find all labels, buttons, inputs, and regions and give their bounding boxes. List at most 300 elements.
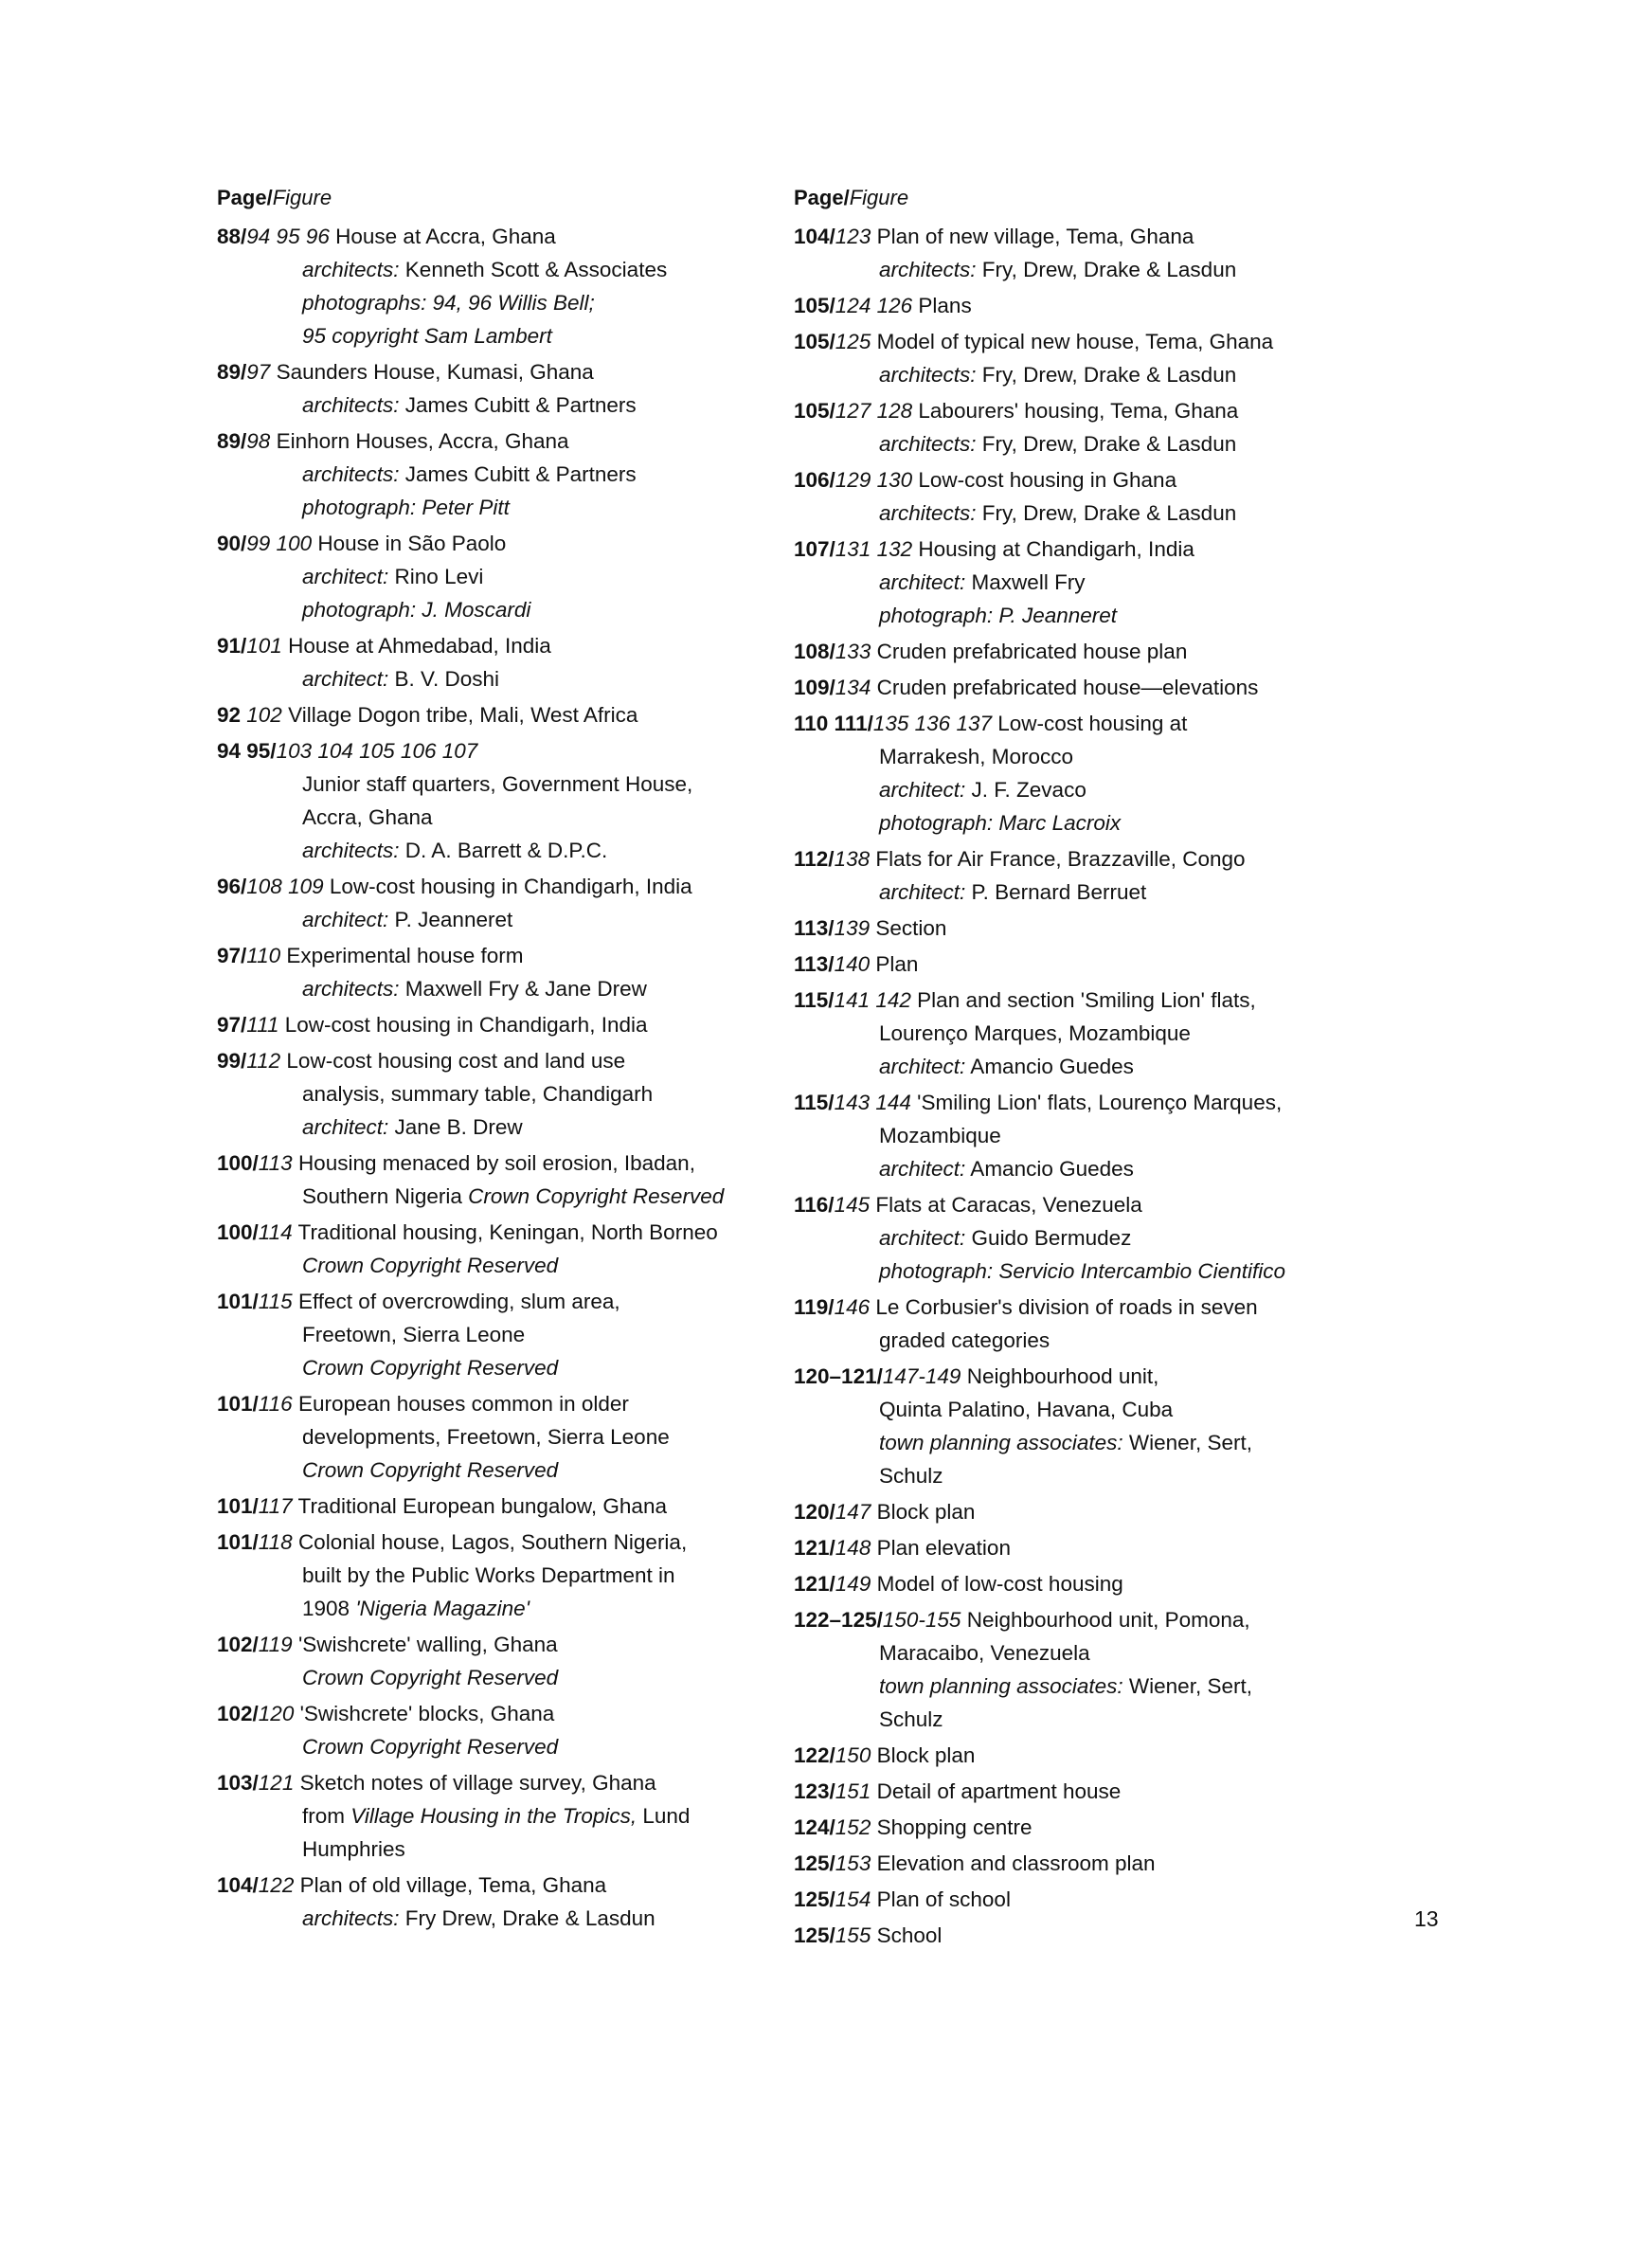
- entry-text: Plan elevation: [876, 1536, 1011, 1560]
- index-entry: [794, 1811, 1400, 1844]
- entry-text: P. Bernard Berruet: [965, 880, 1147, 904]
- entry-text: Lund: [637, 1804, 691, 1828]
- entry-line: [794, 1603, 1400, 1636]
- entry-line: [794, 394, 1400, 427]
- index-entry: [217, 1869, 785, 1935]
- entry-text: Experimental house form: [286, 944, 524, 967]
- entry-text: architect:: [879, 570, 966, 594]
- entry-line: [217, 458, 785, 491]
- figure-ref: 99 100: [246, 532, 313, 555]
- figure-ref: 155: [835, 1923, 871, 1947]
- entry-line: [794, 289, 1400, 322]
- entry-text: Low-cost housing at: [997, 712, 1188, 735]
- entry-text: photograph: Servicio Intercambio Cientifico: [879, 1259, 1285, 1283]
- entry-line: [217, 355, 785, 388]
- index-entry: [794, 912, 1400, 945]
- entry-text: Sketch notes of village survey, Ghana: [299, 1771, 656, 1795]
- entry-text: Labourers' housing, Tema, Ghana: [918, 399, 1239, 423]
- index-entry: [794, 1291, 1400, 1357]
- entry-line: [217, 1110, 785, 1144]
- entry-text: Low-cost housing in Ghana: [918, 468, 1177, 492]
- entry-text: D. A. Barrett & D.P.C.: [399, 839, 608, 862]
- entry-text: Housing at Chandigarh, India: [918, 537, 1194, 561]
- entry-line: [217, 1285, 785, 1318]
- entry-line: [794, 497, 1400, 530]
- entry-line: [217, 1216, 785, 1249]
- index-entry: [217, 1147, 785, 1213]
- index-entry: [794, 220, 1400, 286]
- page-ref: 104/: [794, 225, 835, 248]
- column-heading: [217, 184, 785, 212]
- figure-ref: 111: [246, 1013, 279, 1037]
- entry-line: [217, 1008, 785, 1041]
- entry-line: [217, 491, 785, 524]
- page-ref: 112/: [794, 847, 835, 871]
- entry-text: architect:: [879, 1226, 966, 1250]
- entry-line: [217, 1526, 785, 1559]
- entry-line: [794, 1086, 1400, 1119]
- entry-line: [794, 635, 1400, 668]
- page-ref: 113/: [794, 916, 835, 940]
- entry-line: [794, 599, 1400, 632]
- entry-line: [794, 1255, 1400, 1288]
- figure-ref: 147: [835, 1500, 871, 1524]
- entry-text: House at Accra, Ghana: [335, 225, 556, 248]
- entry-line: [794, 1324, 1400, 1357]
- entry-text: Cruden prefabricated house plan: [876, 640, 1188, 663]
- column-right: [794, 184, 1400, 1955]
- entry-text: Guido Bermudez: [965, 1226, 1132, 1250]
- entry-line: [217, 1592, 785, 1625]
- entry-text: Colonial house, Lagos, Southern Nigeria,: [297, 1530, 688, 1554]
- index-entry: [794, 1775, 1400, 1808]
- figure-ref: 94 95 96: [246, 225, 330, 248]
- page-ref: 120/: [794, 1500, 835, 1524]
- heading-page-label: Page/: [794, 186, 850, 209]
- figure-ref: 114: [258, 1220, 293, 1244]
- figure-ref: 140: [834, 952, 871, 976]
- index-entry: [217, 939, 785, 1005]
- entry-line: [794, 566, 1400, 599]
- entry-text: architect:: [879, 1157, 966, 1181]
- index-entry: [217, 1387, 785, 1487]
- entry-text: School: [876, 1923, 943, 1947]
- page-ref: 105/: [794, 399, 835, 423]
- page-ref: 89/: [217, 429, 247, 453]
- entry-text: Plan and section 'Smiling Lion' flats,: [917, 988, 1256, 1012]
- index-entry: [794, 707, 1400, 840]
- entry-line: [794, 427, 1400, 460]
- figure-ref: 120: [258, 1702, 295, 1725]
- entry-text: architects:: [879, 258, 977, 281]
- entry-line: [794, 671, 1400, 704]
- entry-line: [217, 1490, 785, 1523]
- entry-line: [794, 1459, 1400, 1492]
- entry-line: [217, 698, 785, 731]
- entry-line: [217, 220, 785, 253]
- entry-line: [217, 1147, 785, 1180]
- page-ref: 115/: [794, 1091, 835, 1114]
- entry-text: Section: [875, 916, 947, 940]
- figure-ref: 152: [835, 1815, 871, 1839]
- entry-line: [794, 253, 1400, 286]
- entry-text: Model of typical new house, Tema, Ghana: [876, 330, 1274, 353]
- index-entry: [217, 1044, 785, 1144]
- entry-text: Fry, Drew, Drake & Lasdun: [976, 363, 1237, 387]
- entry-text: architects:: [302, 462, 400, 486]
- entry-line: [217, 1559, 785, 1592]
- figure-ref: 134: [835, 676, 871, 699]
- figure-ref: 153: [835, 1851, 871, 1875]
- entry-line: [217, 388, 785, 422]
- entry-line: [217, 767, 785, 801]
- index-entry: [794, 1603, 1400, 1736]
- figure-ref: 131 132: [835, 537, 913, 561]
- figure-ref: 116: [258, 1392, 293, 1416]
- entry-text: James Cubitt & Partners: [399, 393, 637, 417]
- figure-ref: 122: [258, 1873, 295, 1897]
- entry-text: Crown Copyright Reserved: [302, 1458, 559, 1482]
- entry-text: Rino Levi: [388, 565, 484, 588]
- figure-ref: 118: [258, 1530, 293, 1554]
- entry-line: [794, 1531, 1400, 1564]
- page-ref: 102/: [217, 1702, 259, 1725]
- page-ref: 101/: [217, 1530, 259, 1554]
- entry-text: architect:: [302, 565, 389, 588]
- figure-ref: 125: [835, 330, 871, 353]
- entry-text: architect:: [879, 880, 966, 904]
- entry-text: Fry, Drew, Drake & Lasdun: [976, 501, 1237, 525]
- entry-text: Low-cost housing in Chandigarh, India: [329, 875, 692, 898]
- entry-line: [794, 1426, 1400, 1459]
- entry-line: [794, 1775, 1400, 1808]
- entry-line: [217, 1730, 785, 1763]
- entry-text: architect:: [879, 778, 966, 802]
- entry-line: [217, 1661, 785, 1694]
- figure-ref: 119: [258, 1633, 293, 1656]
- page-ref: 90/: [217, 532, 247, 555]
- index-entry: [217, 1628, 785, 1694]
- entry-line: [794, 1670, 1400, 1703]
- figure-ref: 113: [258, 1151, 293, 1175]
- entry-line: [217, 560, 785, 593]
- page-ref: 123/: [794, 1779, 835, 1803]
- entry-line: [217, 1249, 785, 1282]
- index-entry: [794, 1883, 1400, 1916]
- entry-text: Amancio Guedes: [965, 1055, 1134, 1078]
- entry-line: [794, 1360, 1400, 1393]
- entry-text: Maxwell Fry & Jane Drew: [399, 977, 647, 1001]
- entry-text: Accra, Ghana: [302, 805, 433, 829]
- figure-ref: 101: [246, 634, 282, 658]
- index-entry: [217, 1285, 785, 1384]
- entry-line: [217, 424, 785, 458]
- entry-text: Shopping centre: [876, 1815, 1032, 1839]
- entry-line: [217, 834, 785, 867]
- column-heading: [794, 184, 1400, 212]
- entry-line: [217, 629, 785, 662]
- entry-text: Plan of new village, Tema, Ghana: [876, 225, 1194, 248]
- entry-text: Flats for Air France, Brazzaville, Congo: [875, 847, 1246, 871]
- page-ref: 122/: [794, 1743, 835, 1767]
- figure-ref: 145: [834, 1193, 871, 1217]
- page-ref: 108/: [794, 640, 835, 663]
- page-ref: 91/: [217, 634, 247, 658]
- index-entry: [794, 984, 1400, 1083]
- entry-text: Block plan: [876, 1500, 976, 1524]
- heading-page-label: Page/: [217, 186, 273, 209]
- entry-line: [217, 939, 785, 972]
- entry-line: [217, 1077, 785, 1110]
- heading-figure-label: Figure: [272, 186, 332, 209]
- entry-text: House at Ahmedabad, India: [288, 634, 551, 658]
- entry-line: [217, 801, 785, 834]
- entry-line: [217, 1387, 785, 1420]
- entry-text: Crown Copyright Reserved: [302, 1666, 559, 1689]
- entry-line: [794, 1152, 1400, 1185]
- entry-line: [217, 972, 785, 1005]
- entry-text: Village Dogon tribe, Mali, West Africa: [288, 703, 638, 727]
- entry-line: [217, 593, 785, 626]
- index-entry: [794, 671, 1400, 704]
- entry-text: Crown Copyright Reserved: [468, 1184, 725, 1208]
- figure-ref: 151: [835, 1779, 871, 1803]
- entry-line: [794, 1221, 1400, 1255]
- entry-text: Saunders House, Kumasi, Ghana: [276, 360, 594, 384]
- page-ref: 124/: [794, 1815, 835, 1839]
- entry-text: Elevation and classroom plan: [876, 1851, 1156, 1875]
- entry-line: [217, 903, 785, 936]
- entry-text: from: [302, 1804, 351, 1828]
- entry-text: architects:: [879, 363, 977, 387]
- entry-text: Cruden prefabricated house—elevations: [876, 676, 1259, 699]
- entry-line: [217, 1351, 785, 1384]
- entry-text: Plan of old village, Tema, Ghana: [299, 1873, 607, 1897]
- page-ref: 99/: [217, 1049, 247, 1073]
- entry-text: Lourenço Marques, Mozambique: [879, 1021, 1191, 1045]
- entry-text: built by the Public Works Department in: [302, 1563, 675, 1587]
- entry-line: [794, 1703, 1400, 1736]
- figure-ref: 135 136 137: [872, 712, 992, 735]
- page-ref: 119/: [794, 1295, 835, 1319]
- index-entry: [794, 1360, 1400, 1492]
- index-entry: [217, 527, 785, 626]
- entry-text: Freetown, Sierra Leone: [302, 1323, 526, 1346]
- figure-ref: 148: [835, 1536, 871, 1560]
- index-entry: [794, 1086, 1400, 1185]
- entry-line: [794, 1919, 1400, 1952]
- index-entry: [794, 1531, 1400, 1564]
- figure-ref: 110: [246, 944, 281, 967]
- entry-text: photograph: Peter Pitt: [302, 496, 510, 519]
- entry-text: Junior staff quarters, Government House,: [302, 772, 693, 796]
- entry-text: architect:: [302, 667, 389, 691]
- figure-ref: 141 142: [834, 988, 911, 1012]
- entry-text: Traditional housing, Keningan, North Borneo: [297, 1220, 718, 1244]
- entry-text: Crown Copyright Reserved: [302, 1735, 559, 1759]
- entry-line: [794, 1393, 1400, 1426]
- figure-ref: 133: [835, 640, 871, 663]
- entry-text: Effect of overcrowding, slum area,: [297, 1290, 620, 1313]
- index-entry: [217, 1697, 785, 1763]
- index-entry: [794, 325, 1400, 391]
- index-entry: [794, 842, 1400, 909]
- entry-text: Neighbourhood unit,: [966, 1364, 1159, 1388]
- page-ref: 97/: [217, 1013, 247, 1037]
- page-ref: 115/: [794, 988, 835, 1012]
- entry-text: 'Swishcrete' blocks, Ghana: [299, 1702, 555, 1725]
- entry-text: Wiener, Sert,: [1122, 1431, 1252, 1454]
- index-entry: [794, 1847, 1400, 1880]
- index-entry: [217, 355, 785, 422]
- page-ref: 122–125/: [794, 1608, 883, 1632]
- figure-ref: 123: [835, 225, 871, 248]
- page-ref: 92: [217, 703, 247, 727]
- entry-line: [794, 1291, 1400, 1324]
- entry-text: developments, Freetown, Sierra Leone: [302, 1425, 670, 1449]
- page-ref: 101/: [217, 1392, 259, 1416]
- figure-ref: 138: [834, 847, 871, 871]
- entry-text: Block plan: [876, 1743, 976, 1767]
- page-ref: 101/: [217, 1290, 259, 1313]
- index-entry: [217, 1008, 785, 1041]
- entry-line: [217, 1420, 785, 1454]
- index-entry: [217, 424, 785, 524]
- entry-text: Wiener, Sert,: [1122, 1674, 1252, 1698]
- index-entry: [794, 948, 1400, 981]
- entry-line: [217, 1766, 785, 1799]
- entry-line: [794, 1017, 1400, 1050]
- page-ref: 125/: [794, 1887, 835, 1911]
- index-entry: [794, 1739, 1400, 1772]
- entry-line: [794, 773, 1400, 806]
- entry-text: Jane B. Drew: [388, 1115, 523, 1139]
- index-entry: [217, 870, 785, 936]
- entry-line: [794, 325, 1400, 358]
- page-ref: 100/: [217, 1151, 259, 1175]
- page-ref: 125/: [794, 1923, 835, 1947]
- page-ref: 121/: [794, 1572, 835, 1596]
- entry-text: 95 copyright Sam Lambert: [302, 324, 552, 348]
- page-ref: 104/: [217, 1873, 259, 1897]
- entry-text: architects:: [879, 501, 977, 525]
- index-entry: [794, 289, 1400, 322]
- entry-text: analysis, summary table, Chandigarh: [302, 1082, 654, 1106]
- entry-text: Le Corbusier's division of roads in seven: [875, 1295, 1258, 1319]
- page-ref: 103/: [217, 1771, 259, 1795]
- page-ref: 113/: [794, 952, 835, 976]
- entry-line: [217, 1180, 785, 1213]
- entry-text: Mozambique: [879, 1124, 1001, 1147]
- index-entry: [794, 533, 1400, 632]
- entry-text: architects:: [302, 1906, 400, 1930]
- entry-text: Fry, Drew, Drake & Lasdun: [976, 432, 1237, 456]
- entry-line: [794, 358, 1400, 391]
- page-ref: 116/: [794, 1193, 835, 1217]
- entry-text: Amancio Guedes: [965, 1157, 1134, 1181]
- page-ref: 105/: [794, 294, 835, 317]
- page-ref: 102/: [217, 1633, 259, 1656]
- figure-ref: 127 128: [835, 399, 913, 423]
- page-ref: 105/: [794, 330, 835, 353]
- entry-text: Crown Copyright Reserved: [302, 1254, 559, 1277]
- entry-text: Maxwell Fry: [965, 570, 1086, 594]
- entry-text: House in São Paolo: [317, 532, 507, 555]
- entry-text: photographs: 94, 96 Willis Bell;: [302, 291, 595, 315]
- entry-line: [217, 286, 785, 319]
- entry-line: [794, 1636, 1400, 1670]
- page-ref: 109/: [794, 676, 835, 699]
- figure-ref: 121: [258, 1771, 295, 1795]
- entry-text: Maracaibo, Venezuela: [879, 1641, 1090, 1665]
- entry-text: architects:: [302, 977, 400, 1001]
- figure-ref: 154: [835, 1887, 871, 1911]
- entry-line: [217, 1833, 785, 1866]
- index-entry: [794, 1567, 1400, 1600]
- page-ref: 110 111/: [794, 712, 873, 735]
- entry-line: [794, 842, 1400, 876]
- figure-ref: 143 144: [834, 1091, 911, 1114]
- index-entry: [217, 1766, 785, 1866]
- entry-text: Low-cost housing cost and land use: [286, 1049, 626, 1073]
- entry-text: Detail of apartment house: [876, 1779, 1122, 1803]
- entry-text: Crown Copyright Reserved: [302, 1356, 559, 1380]
- figure-ref: 112: [246, 1049, 281, 1073]
- entry-line: [217, 1697, 785, 1730]
- figure-ref: 97: [246, 360, 271, 384]
- entry-line: [794, 1883, 1400, 1916]
- entry-line: [217, 319, 785, 352]
- entry-line: [217, 734, 785, 767]
- entry-line: [794, 1119, 1400, 1152]
- entry-text: architects:: [302, 258, 400, 281]
- figure-ref: 149: [835, 1572, 871, 1596]
- index-entry: [217, 1216, 785, 1282]
- entry-text: J. F. Zevaco: [965, 778, 1086, 802]
- entry-text: Model of low-cost housing: [876, 1572, 1123, 1596]
- entry-text: 1908: [302, 1597, 356, 1620]
- entry-line: [217, 527, 785, 560]
- index-entry: [217, 1490, 785, 1523]
- page-ref: 96/: [217, 875, 247, 898]
- index-entry: [217, 734, 785, 867]
- entry-line: [794, 1811, 1400, 1844]
- figure-ref: 129 130: [835, 468, 913, 492]
- page-number: 13: [1414, 1906, 1439, 1931]
- entry-text: architect:: [302, 908, 389, 931]
- entry-text: Fry, Drew, Drake & Lasdun: [976, 258, 1237, 281]
- entry-text: graded categories: [879, 1328, 1050, 1352]
- page-ref: 125/: [794, 1851, 835, 1875]
- entry-text: 'Swishcrete' walling, Ghana: [297, 1633, 558, 1656]
- page-ref: 106/: [794, 468, 835, 492]
- page-ref: 94 95/: [217, 739, 277, 763]
- entry-text: Plan of school: [876, 1887, 1011, 1911]
- entry-line: [794, 1495, 1400, 1528]
- index-entry: [217, 698, 785, 731]
- figure-ref: 146: [834, 1295, 871, 1319]
- index-entry: [794, 463, 1400, 530]
- entry-text: Fry Drew, Drake & Lasdun: [399, 1906, 655, 1930]
- entry-line: [794, 984, 1400, 1017]
- entry-text: Quinta Palatino, Havana, Cuba: [879, 1398, 1174, 1421]
- entry-text: B. V. Doshi: [388, 667, 500, 691]
- entry-list: [217, 220, 785, 1935]
- page-ref: 120–121/: [794, 1364, 883, 1388]
- page-ref: 107/: [794, 537, 835, 561]
- entry-line: [217, 1799, 785, 1833]
- index-entry: [794, 1919, 1400, 1952]
